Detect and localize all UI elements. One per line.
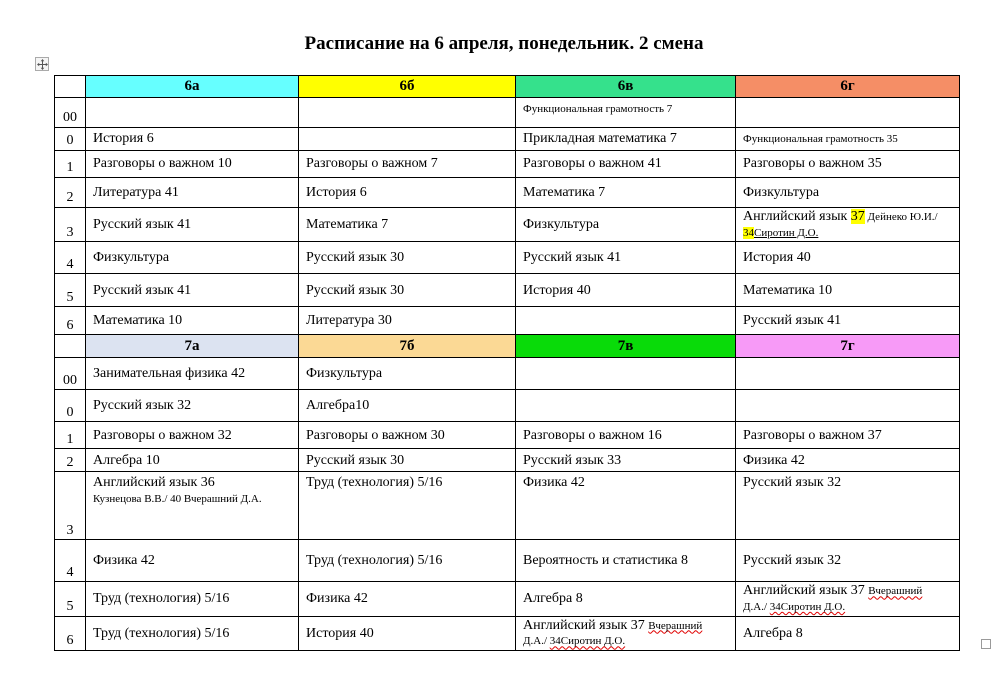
- lesson-number-cell[interactable]: 2: [55, 178, 86, 208]
- lesson-number-cell[interactable]: 00: [55, 98, 86, 128]
- schedule-cell[interactable]: Разговоры о важном 41: [516, 151, 736, 178]
- schedule-cell[interactable]: История 40: [299, 616, 516, 650]
- schedule-cell[interactable]: Разговоры о важном 10: [86, 151, 299, 178]
- schedule-cell[interactable]: Алгебра 10: [86, 449, 299, 472]
- schedule-cell[interactable]: Алгебра10: [299, 390, 516, 422]
- schedule-table: [54, 75, 960, 651]
- schedule-cell[interactable]: Русский язык 30: [299, 449, 516, 472]
- schedule-cell[interactable]: История 40: [516, 274, 736, 307]
- schedule-cell[interactable]: Русский язык 41: [516, 242, 736, 274]
- schedule-cell[interactable]: [736, 582, 960, 616]
- schedule-cell[interactable]: Разговоры о важном 30: [299, 422, 516, 449]
- schedule-cell[interactable]: [736, 390, 960, 422]
- schedule-cell[interactable]: Математика 7: [299, 208, 516, 242]
- schedule-cell[interactable]: Русский язык 30: [299, 274, 516, 307]
- schedule-cell[interactable]: Математика 10: [86, 307, 299, 335]
- schedule-cell[interactable]: Физика 42: [86, 540, 299, 582]
- schedule-cell[interactable]: [736, 128, 960, 151]
- schedule-cell[interactable]: Разговоры о важном 32: [86, 422, 299, 449]
- lesson-number-cell[interactable]: 0: [55, 390, 86, 422]
- corner-cell[interactable]: [55, 76, 86, 98]
- schedule-cell[interactable]: Русский язык 32: [86, 390, 299, 422]
- cell-text-segment: Вчерашний: [868, 585, 923, 598]
- cell-text-segment: Английский язык 37: [743, 583, 869, 599]
- class-header-7г[interactable]: 7г: [736, 335, 960, 358]
- cell-text-segment: Вчерашний: [648, 619, 703, 632]
- cell-text-segment: Д.А./: [743, 601, 770, 614]
- schedule-cell[interactable]: Русский язык 41: [736, 307, 960, 335]
- cell-text-segment: Кузнецова В.В./ 40 Вчерашний Д.А.: [93, 493, 262, 506]
- page-title[interactable]: Расписание на 6 апреля, понедельник. 2 смена: [304, 33, 704, 54]
- schedule-cell[interactable]: [736, 208, 960, 242]
- schedule-cell[interactable]: Русский язык 32: [736, 540, 960, 582]
- schedule-cell[interactable]: Литература 41: [86, 178, 299, 208]
- schedule-cell[interactable]: [736, 98, 960, 128]
- schedule-cell[interactable]: Литература 30: [299, 307, 516, 335]
- cell-text-segment: Английский язык 37: [523, 617, 649, 633]
- schedule-cell[interactable]: История 40: [736, 242, 960, 274]
- cell-text-segment: Сиротин Д.О.: [754, 226, 819, 239]
- class-header-7а[interactable]: 7а: [86, 335, 299, 358]
- schedule-cell[interactable]: Математика 10: [736, 274, 960, 307]
- schedule-cell[interactable]: Математика 7: [516, 178, 736, 208]
- cell-text-segment: 37: [850, 209, 865, 224]
- class-header-7б[interactable]: 7б: [299, 335, 516, 358]
- schedule-cell[interactable]: Прикладная математика 7: [516, 128, 736, 151]
- schedule-cell[interactable]: Русский язык 33: [516, 449, 736, 472]
- lesson-number-cell[interactable]: 5: [55, 274, 86, 307]
- lesson-number-cell[interactable]: 0: [55, 128, 86, 151]
- class-header-7в[interactable]: 7в: [516, 335, 736, 358]
- lesson-number-cell[interactable]: 1: [55, 422, 86, 449]
- schedule-cell[interactable]: Русский язык 30: [299, 242, 516, 274]
- cell-text-segment: Английский язык: [743, 209, 851, 224]
- class-header-6в[interactable]: 6в: [516, 76, 736, 98]
- schedule-cell[interactable]: [736, 358, 960, 390]
- schedule-cell[interactable]: [516, 390, 736, 422]
- schedule-cell[interactable]: Труд (технология) 5/16: [299, 472, 516, 540]
- schedule-cell[interactable]: [299, 98, 516, 128]
- schedule-cell[interactable]: Физкультура: [299, 358, 516, 390]
- schedule-cell[interactable]: Русский язык 41: [86, 274, 299, 307]
- schedule-cell[interactable]: История 6: [299, 178, 516, 208]
- schedule-cell[interactable]: Разговоры о важном 7: [299, 151, 516, 178]
- lesson-number-cell[interactable]: 2: [55, 449, 86, 472]
- table-resize-handle[interactable]: [981, 639, 991, 649]
- schedule-cell[interactable]: Занимательная физика 42: [86, 358, 299, 390]
- lesson-number-cell[interactable]: 4: [55, 242, 86, 274]
- schedule-cell[interactable]: Физика 42: [736, 449, 960, 472]
- class-header-6б[interactable]: 6б: [299, 76, 516, 98]
- lesson-number-cell[interactable]: 6: [55, 307, 86, 335]
- schedule-cell[interactable]: [86, 98, 299, 128]
- schedule-cell[interactable]: Русский язык 41: [86, 208, 299, 242]
- schedule-cell[interactable]: [516, 616, 736, 650]
- schedule-cell[interactable]: [516, 358, 736, 390]
- schedule-cell[interactable]: Физкультура: [736, 178, 960, 208]
- move-cross-icon: [37, 59, 48, 70]
- lesson-number-cell[interactable]: 3: [55, 208, 86, 242]
- schedule-cell[interactable]: [516, 98, 736, 128]
- cell-text-segment: 34Сиротин Д.О.: [769, 601, 846, 614]
- lesson-number-cell[interactable]: 00: [55, 358, 86, 390]
- class-header-6а[interactable]: 6а: [86, 76, 299, 98]
- corner-cell[interactable]: [55, 335, 86, 358]
- schedule-cell[interactable]: Алгебра 8: [516, 582, 736, 616]
- cell-text-segment: Функциональная грамотность 35: [743, 133, 898, 146]
- schedule-cell[interactable]: Труд (технология) 5/16: [299, 540, 516, 582]
- schedule-cell[interactable]: Разговоры о важном 37: [736, 422, 960, 449]
- lesson-number-cell[interactable]: 1: [55, 151, 86, 178]
- cell-text-segment: Функциональная грамотность 7: [523, 103, 673, 115]
- lesson-number-cell[interactable]: 4: [55, 540, 86, 582]
- cell-text-segment: Дейнеко Ю.И./: [867, 211, 938, 223]
- schedule-cell[interactable]: Физкультура: [516, 208, 736, 242]
- cell-text-segment: 34Сиротин Д.О.: [549, 635, 626, 648]
- schedule-cell[interactable]: Алгебра 8: [736, 616, 960, 650]
- schedule-cell[interactable]: Физика 42: [299, 582, 516, 616]
- table-move-handle[interactable]: [35, 57, 49, 71]
- class-header-6г[interactable]: 6г: [736, 76, 960, 98]
- schedule-cell[interactable]: Физкультура: [86, 242, 299, 274]
- schedule-cell[interactable]: Труд (технология) 5/16: [86, 582, 299, 616]
- cell-text-segment: Д.А./: [523, 635, 550, 648]
- schedule-cell[interactable]: Физика 42: [516, 472, 736, 540]
- lesson-number-cell[interactable]: 6: [55, 616, 86, 650]
- schedule-cell[interactable]: Вероятность и статистика 8: [516, 540, 736, 582]
- lesson-number-cell[interactable]: 5: [55, 582, 86, 616]
- schedule-cell[interactable]: Разговоры о важном 16: [516, 422, 736, 449]
- schedule-cell[interactable]: Разговоры о важном 35: [736, 151, 960, 178]
- cell-text-segment: 34: [743, 226, 754, 239]
- cell-text-segment: Английский язык 36: [93, 475, 215, 491]
- schedule-cell[interactable]: Труд (технология) 5/16: [86, 616, 299, 650]
- lesson-number-cell[interactable]: 3: [55, 472, 86, 540]
- schedule-cell[interactable]: [516, 307, 736, 335]
- schedule-cell[interactable]: [86, 472, 299, 540]
- schedule-table-body: [55, 76, 960, 651]
- schedule-cell[interactable]: История 6: [86, 128, 299, 151]
- schedule-cell[interactable]: [299, 128, 516, 151]
- schedule-cell[interactable]: Русский язык 32: [736, 472, 960, 540]
